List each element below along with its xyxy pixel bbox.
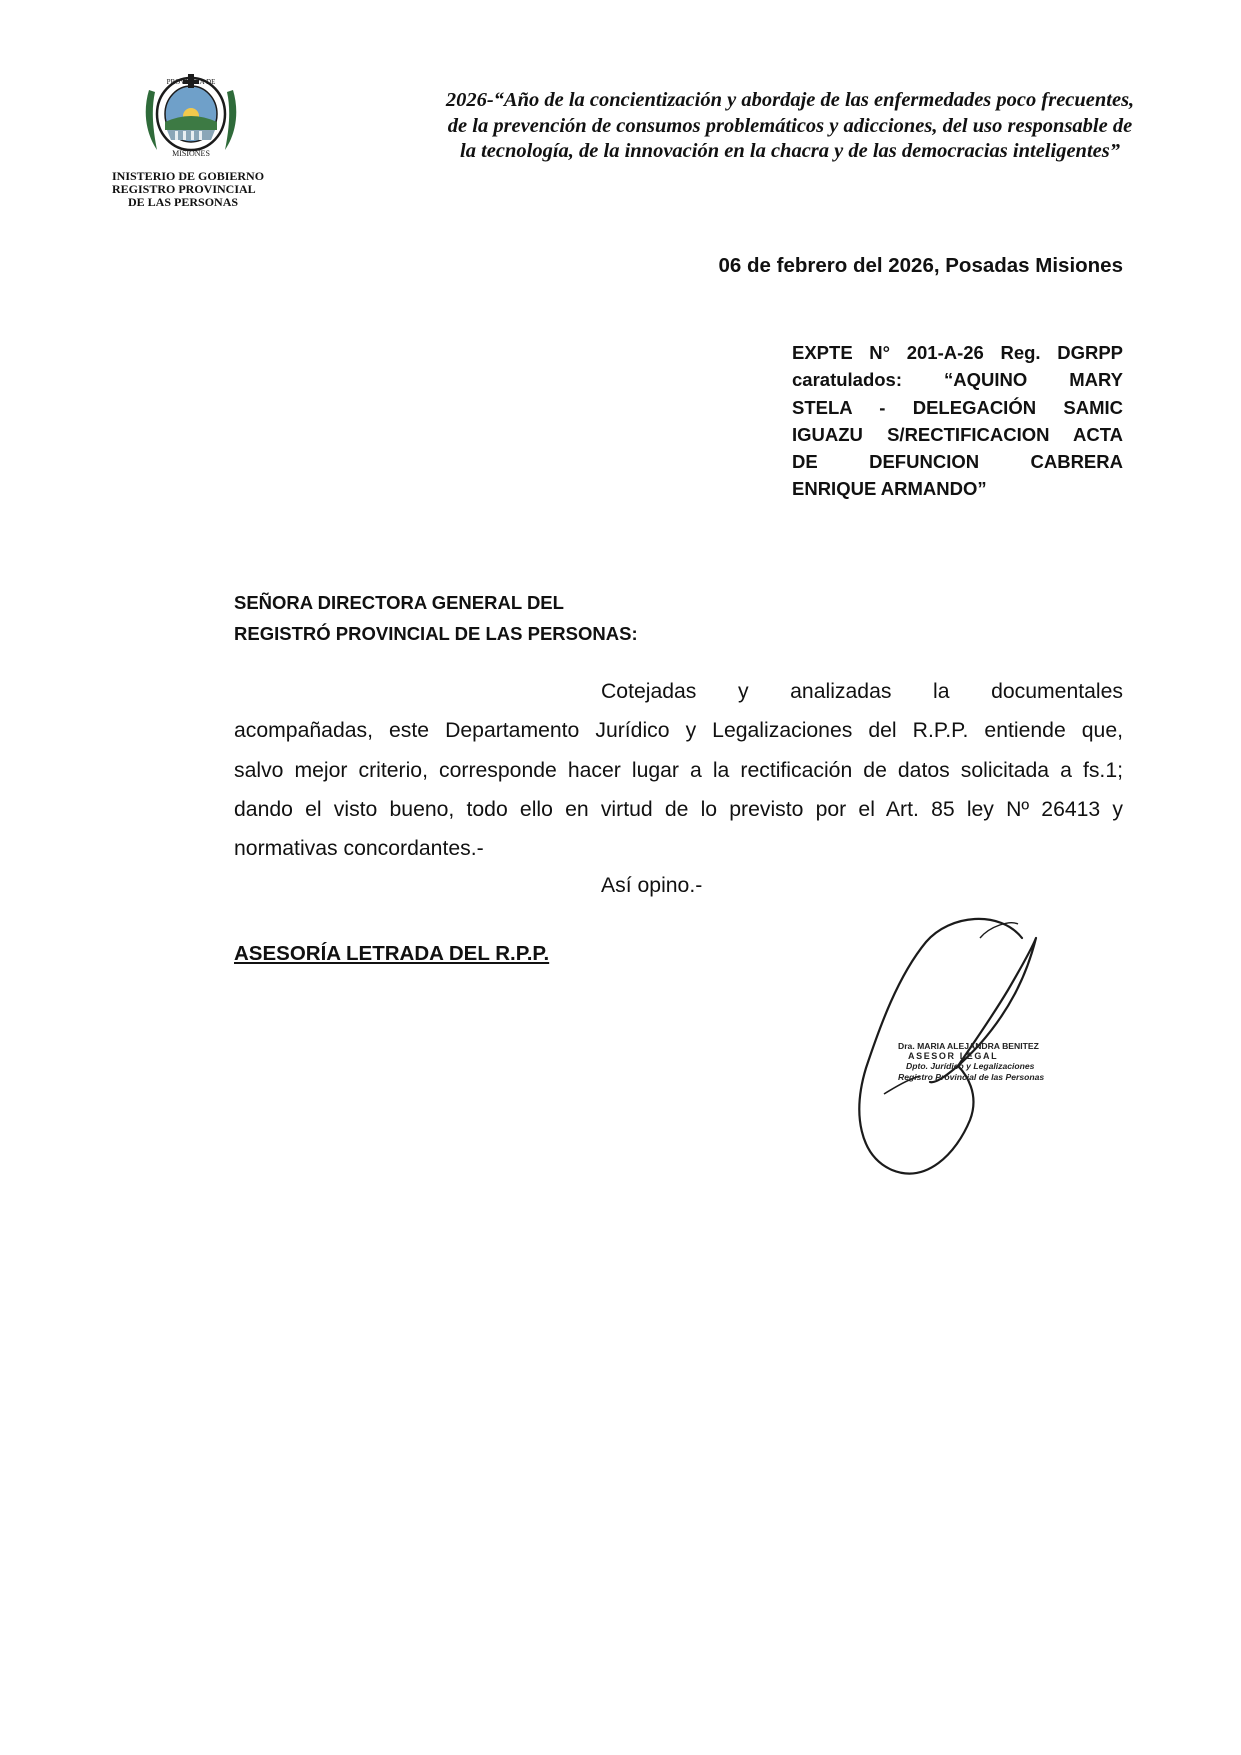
body-line: salvo mejor criterio, corresponde hacer lugar a la rectificación de datos solicitada a fs.1; bbox=[234, 758, 1123, 782]
case-reference-line: EXPTE N° 201-A-26 Reg. DGRPP bbox=[792, 342, 1123, 363]
ministry-line: DE LAS PERSONAS bbox=[128, 195, 239, 209]
signature-stamp bbox=[898, 1041, 1048, 1082]
motto-line: 2026-“Año de la concientización y abordaje de las enfermedades poco frecuentes, bbox=[445, 89, 1135, 111]
ministry-heading bbox=[112, 170, 292, 209]
addressee-line: SEÑORA DIRECTORA GENERAL DEL bbox=[234, 592, 564, 613]
year-motto bbox=[380, 88, 1200, 165]
body-line: dando el visto bueno, todo ello en virtud de lo previsto por el Art. 85 ley Nº 26413 y bbox=[234, 797, 1123, 821]
case-reference bbox=[792, 339, 1123, 503]
case-reference-line: ENRIQUE ARMANDO” bbox=[792, 478, 987, 500]
motto-line: de la prevención de consumos problemáticos y adicciones, del uso responsable de bbox=[447, 114, 1133, 137]
body-line: normativas concordantes.- bbox=[234, 837, 484, 861]
body-paragraph bbox=[234, 672, 1123, 868]
case-reference-line: IGUAZU S/RECTIFICACION ACTA bbox=[792, 423, 1123, 445]
body-line: acompañadas, este Departamento Jurídico y Legalizaciones del R.P.P. entiende que, bbox=[234, 719, 1123, 743]
body-line: Cotejadas y analizadas la documentales bbox=[601, 680, 1123, 703]
stamp-line: Dpto. Jurídico y Legalizaciones bbox=[906, 1061, 1035, 1072]
addressee bbox=[234, 587, 638, 649]
signature-heading: ASESORÍA LETRADA DEL R.P.P. bbox=[234, 942, 550, 965]
addressee-line: REGISTRÓ PROVINCIAL DE LAS PERSONAS: bbox=[234, 623, 638, 644]
ministry-line: REGISTRO PROVINCIAL bbox=[112, 182, 256, 196]
seal-text-top: PROVINCIA DE bbox=[166, 78, 216, 86]
stamp-line: Registro Provincial de las Personas bbox=[898, 1071, 1045, 1082]
date-line: 06 de febrero del 2026, Posadas Misiones bbox=[718, 254, 1123, 277]
case-reference-line: DE DEFUNCION CABRERA bbox=[792, 451, 1123, 473]
case-reference-line: caratulados: “AQUINO MARY bbox=[792, 369, 1123, 391]
stamp-line: ASESOR LEGAL bbox=[908, 1051, 999, 1062]
seal-text-bottom: MISIONES bbox=[172, 149, 210, 158]
province-seal-logo bbox=[141, 70, 241, 162]
motto-line: la tecnología, de la innovación en la chacra y de las democracias inteligentes” bbox=[460, 140, 1120, 162]
case-reference-line: STELA - DELEGACIÓN SAMIC bbox=[792, 396, 1123, 418]
closing-statement: Así opino.- bbox=[601, 874, 703, 897]
stamp-line: Dra. MARIA ALEJANDRA BENITEZ bbox=[898, 1041, 1039, 1051]
ministry-line: INISTERIO DE GOBIERNO bbox=[112, 169, 265, 183]
